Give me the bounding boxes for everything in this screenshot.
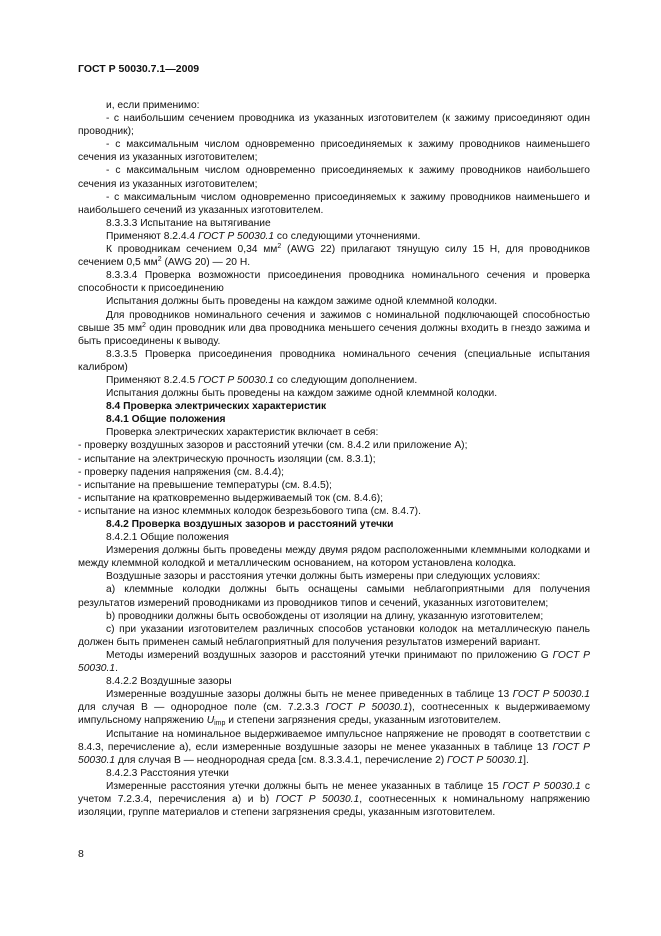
standard-reference: ГОСТ Р 50030.1 [512, 689, 590, 701]
standard-reference: ГОСТ Р 50030.1 [502, 780, 581, 792]
list-item: - с максимальным числом одновременно присоединяемых к зажиму проводников наименьшего сечения из указанных изготовителем; [78, 139, 590, 164]
standard-reference: ГОСТ Р 50030.1 [78, 741, 590, 766]
list-item: a) клеммные колодки должны быть оснащены самыми неблагоприятными для получения результатов измерений проводниками из проводников типов и сечений, указанных изготовителем; [78, 584, 590, 609]
list-item: - с максимальным числом одновременно присоединяемых к зажиму проводников наименьшего и наибольшего сечений из указанных изготовителем. [78, 191, 590, 216]
standard-reference: ГОСТ Р 50030.1 [275, 793, 360, 805]
document-header: ГОСТ Р 50030.7.1—2009 [78, 63, 200, 75]
section-heading: 8.3.3.4 Проверка возможности присоединения проводника номинального сечения и проверка способности к присоединению [78, 270, 590, 295]
paragraph: Испытание на номинальное выдерживаемое импульсное напряжение не проводят в соответствии с 8.4.3, перечисление а), если измеренные воздушные зазоры не менее указанных в таблице 13 ГОСТ Р 50030.1 для случая В — неоднородная среда [см. 8.3.3.4.1, перечисление 2) ГОСТ Р 50030.1]. [78, 728, 590, 766]
list-item: c) при указании изготовителем различных способов установки колодок на металлическую панель должен быть применен самый неблагоприятный для получения результатов измерений вариант. [78, 623, 590, 648]
page-body [78, 99, 590, 819]
list-item: - проверку падения напряжения (см. 8.4.4); [78, 466, 284, 478]
paragraph: Измеренные воздушные зазоры должны быть не менее приведенных в таблице 13 ГОСТ Р 50030.1 для случая В — однородное поле (см. 7.2.3.3 ГОСТ Р 50030.1), соотнесенных к выдерживаемому импульсному напряжению $U_{imp}$ и степени загрязнения среды, указанным изготовителем. [78, 689, 590, 728]
standard-reference: ГОСТ Р 50030.1 [447, 754, 524, 766]
paragraph: Проверка электрических характеристик включает в себя: [106, 427, 379, 439]
section-heading: 8.4 Проверка электрических характеристик [106, 401, 327, 413]
list-item: - испытание на электрическую прочность изоляции (см. 8.3.1); [78, 453, 376, 465]
section-heading: 8.4.2 Проверка воздушных зазоров и расстояний утечки [106, 519, 394, 530]
list-item: b) проводники должны быть освобождены от изоляции на длину, указанную изготовителем; [106, 610, 544, 622]
paragraph: Испытания должны быть проведены на каждом зажиме одной клеммной колодки. [106, 296, 498, 308]
list-item: - с максимальным числом одновременно присоединяемых к зажиму проводников наибольшего сечения из указанных изготовителем; [78, 165, 590, 190]
paragraph: Измеренные расстояния утечки должны быть не менее указанных в таблице 15 ГОСТ Р 50030.1 с учетом 7.2.3.4, перечисления а) и b) ГОСТ Р 50030.1, соотнесенных к номинальному напряжению изоляции, группе материалов и степени загрязнения среды, указанным изготовителем. [78, 780, 590, 819]
paragraph: Испытания должны быть проведены на каждом зажиме одной клеммной колодки. [106, 388, 498, 400]
paragraph: Применяют 8.2.4.5 ГОСТ Р 50030.1 со следующим дополнением. [106, 374, 418, 386]
list-item: - испытание на износ клеммных колодок безрезьбового типа (см. 8.4.7). [78, 505, 421, 517]
paragraph: Измерения должны быть проведены между двумя рядом расположенными клеммными колодками и между клеммной колодкой и металлическим основанием, на котором установлена колодка. [78, 545, 590, 570]
section-heading: 8.4.1 Общие положения [106, 414, 226, 426]
section-heading: 8.3.3.5 Проверка присоединения проводника номинального сечения (специальные испытания калибром) [78, 348, 590, 373]
list-item: - испытание на кратковременно выдерживаемый ток (см. 8.4.6); [78, 492, 384, 504]
section-heading: 8.4.2.1 Общие положения [106, 532, 229, 544]
paragraph: Воздушные зазоры и расстояния утечки должны быть измерены при следующих условиях: [106, 571, 541, 583]
list-item: - с наибольшим сечением проводника из указанных изготовителем (к зажиму присоединяют один проводник); [78, 113, 590, 138]
section-heading: 8.4.2.2 Воздушные зазоры [106, 676, 232, 688]
list-item: - проверку воздушных зазоров и расстояний утечки (см. 8.4.2 или приложение А); [78, 440, 468, 452]
page-number: 8 [78, 848, 84, 860]
standard-reference: ГОСТ Р 50030.1 [325, 702, 409, 714]
standard-reference: ГОСТ Р 50030.1 [78, 649, 590, 675]
paragraph: Применяют 8.2.4.4 ГОСТ Р 50030.1 со следующими уточнениями. [106, 230, 421, 242]
paragraph: К проводникам сечением 0,34 $мм^2$ (AWG 22) прилагают тянущую силу 15 Н, для проводников сечением 0,5 $мм^2$ (AWG 20) — 20 Н. [78, 243, 590, 269]
paragraph: и, если применимо: [106, 100, 200, 111]
paragraph: Для проводников номинального сечения и зажимов с номинальной подключающей способностью свыше 35 $мм^2$ один проводник или два проводника меньшего сечения должны входить в гнездо зажима и быть присоединены к выводу. [78, 309, 590, 347]
voltage-symbol: U [206, 715, 215, 727]
section-heading: 8.3.3.3 Испытание на вытягивание [106, 217, 271, 229]
section-heading: 8.4.2.3 Расстояния утечки [106, 767, 229, 779]
standard-reference: ГОСТ Р 50030.1 [197, 230, 275, 242]
list-item: - испытание на превышение температуры (см. 8.4.5); [78, 479, 332, 491]
paragraph: Методы измерений воздушных зазоров и расстояний утечки принимают по приложению G ГОСТ Р 50030.1. [78, 649, 590, 675]
standard-reference: ГОСТ Р 50030.1 [197, 374, 275, 386]
